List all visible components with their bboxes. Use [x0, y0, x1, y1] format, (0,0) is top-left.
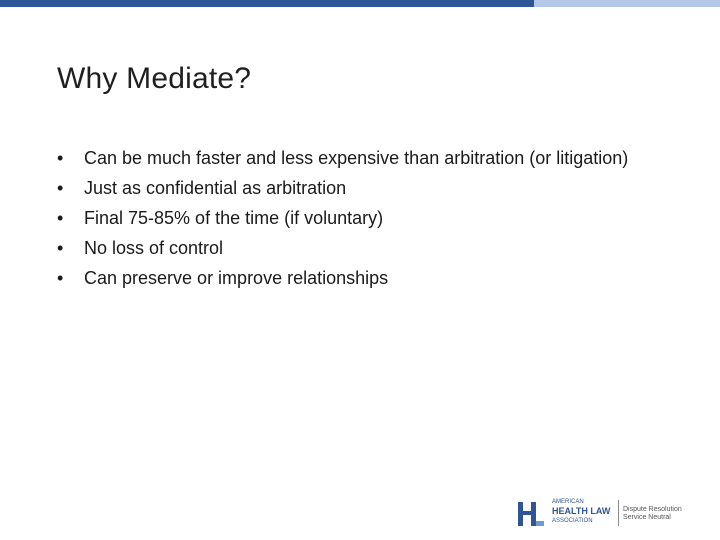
logo-subtitle: [623, 506, 682, 522]
top-accent-bar: [0, 0, 534, 7]
hl-monogram-icon: [516, 498, 546, 528]
bullet-item: • Can preserve or improve relationships: [57, 268, 657, 289]
bullet-item: • Can be much faster and less expensive than arbitration (or litigation): [57, 148, 657, 169]
bullet-item: • Just as confidential as arbitration: [57, 178, 657, 199]
logo-sub-line2: Service Neutral: [623, 514, 671, 521]
bullet-item: • Final 75-85% of the time (if voluntary): [57, 208, 657, 229]
bullet-item: • No loss of control: [57, 238, 657, 259]
ahla-logo: [516, 496, 696, 530]
logo-line-american: AMERICAN: [552, 499, 584, 505]
logo-wordmark: [552, 498, 610, 525]
bullet-list: [57, 148, 657, 298]
logo-divider: [618, 500, 619, 526]
logo-line-association: ASSOCIATION: [552, 518, 593, 524]
logo-sub-line1: Dispute Resolution: [623, 506, 682, 513]
top-accent-bar-light: [534, 0, 720, 7]
logo-line-health-law: HEALTH LAW: [552, 506, 611, 516]
slide-title: Why Mediate?: [57, 62, 252, 95]
